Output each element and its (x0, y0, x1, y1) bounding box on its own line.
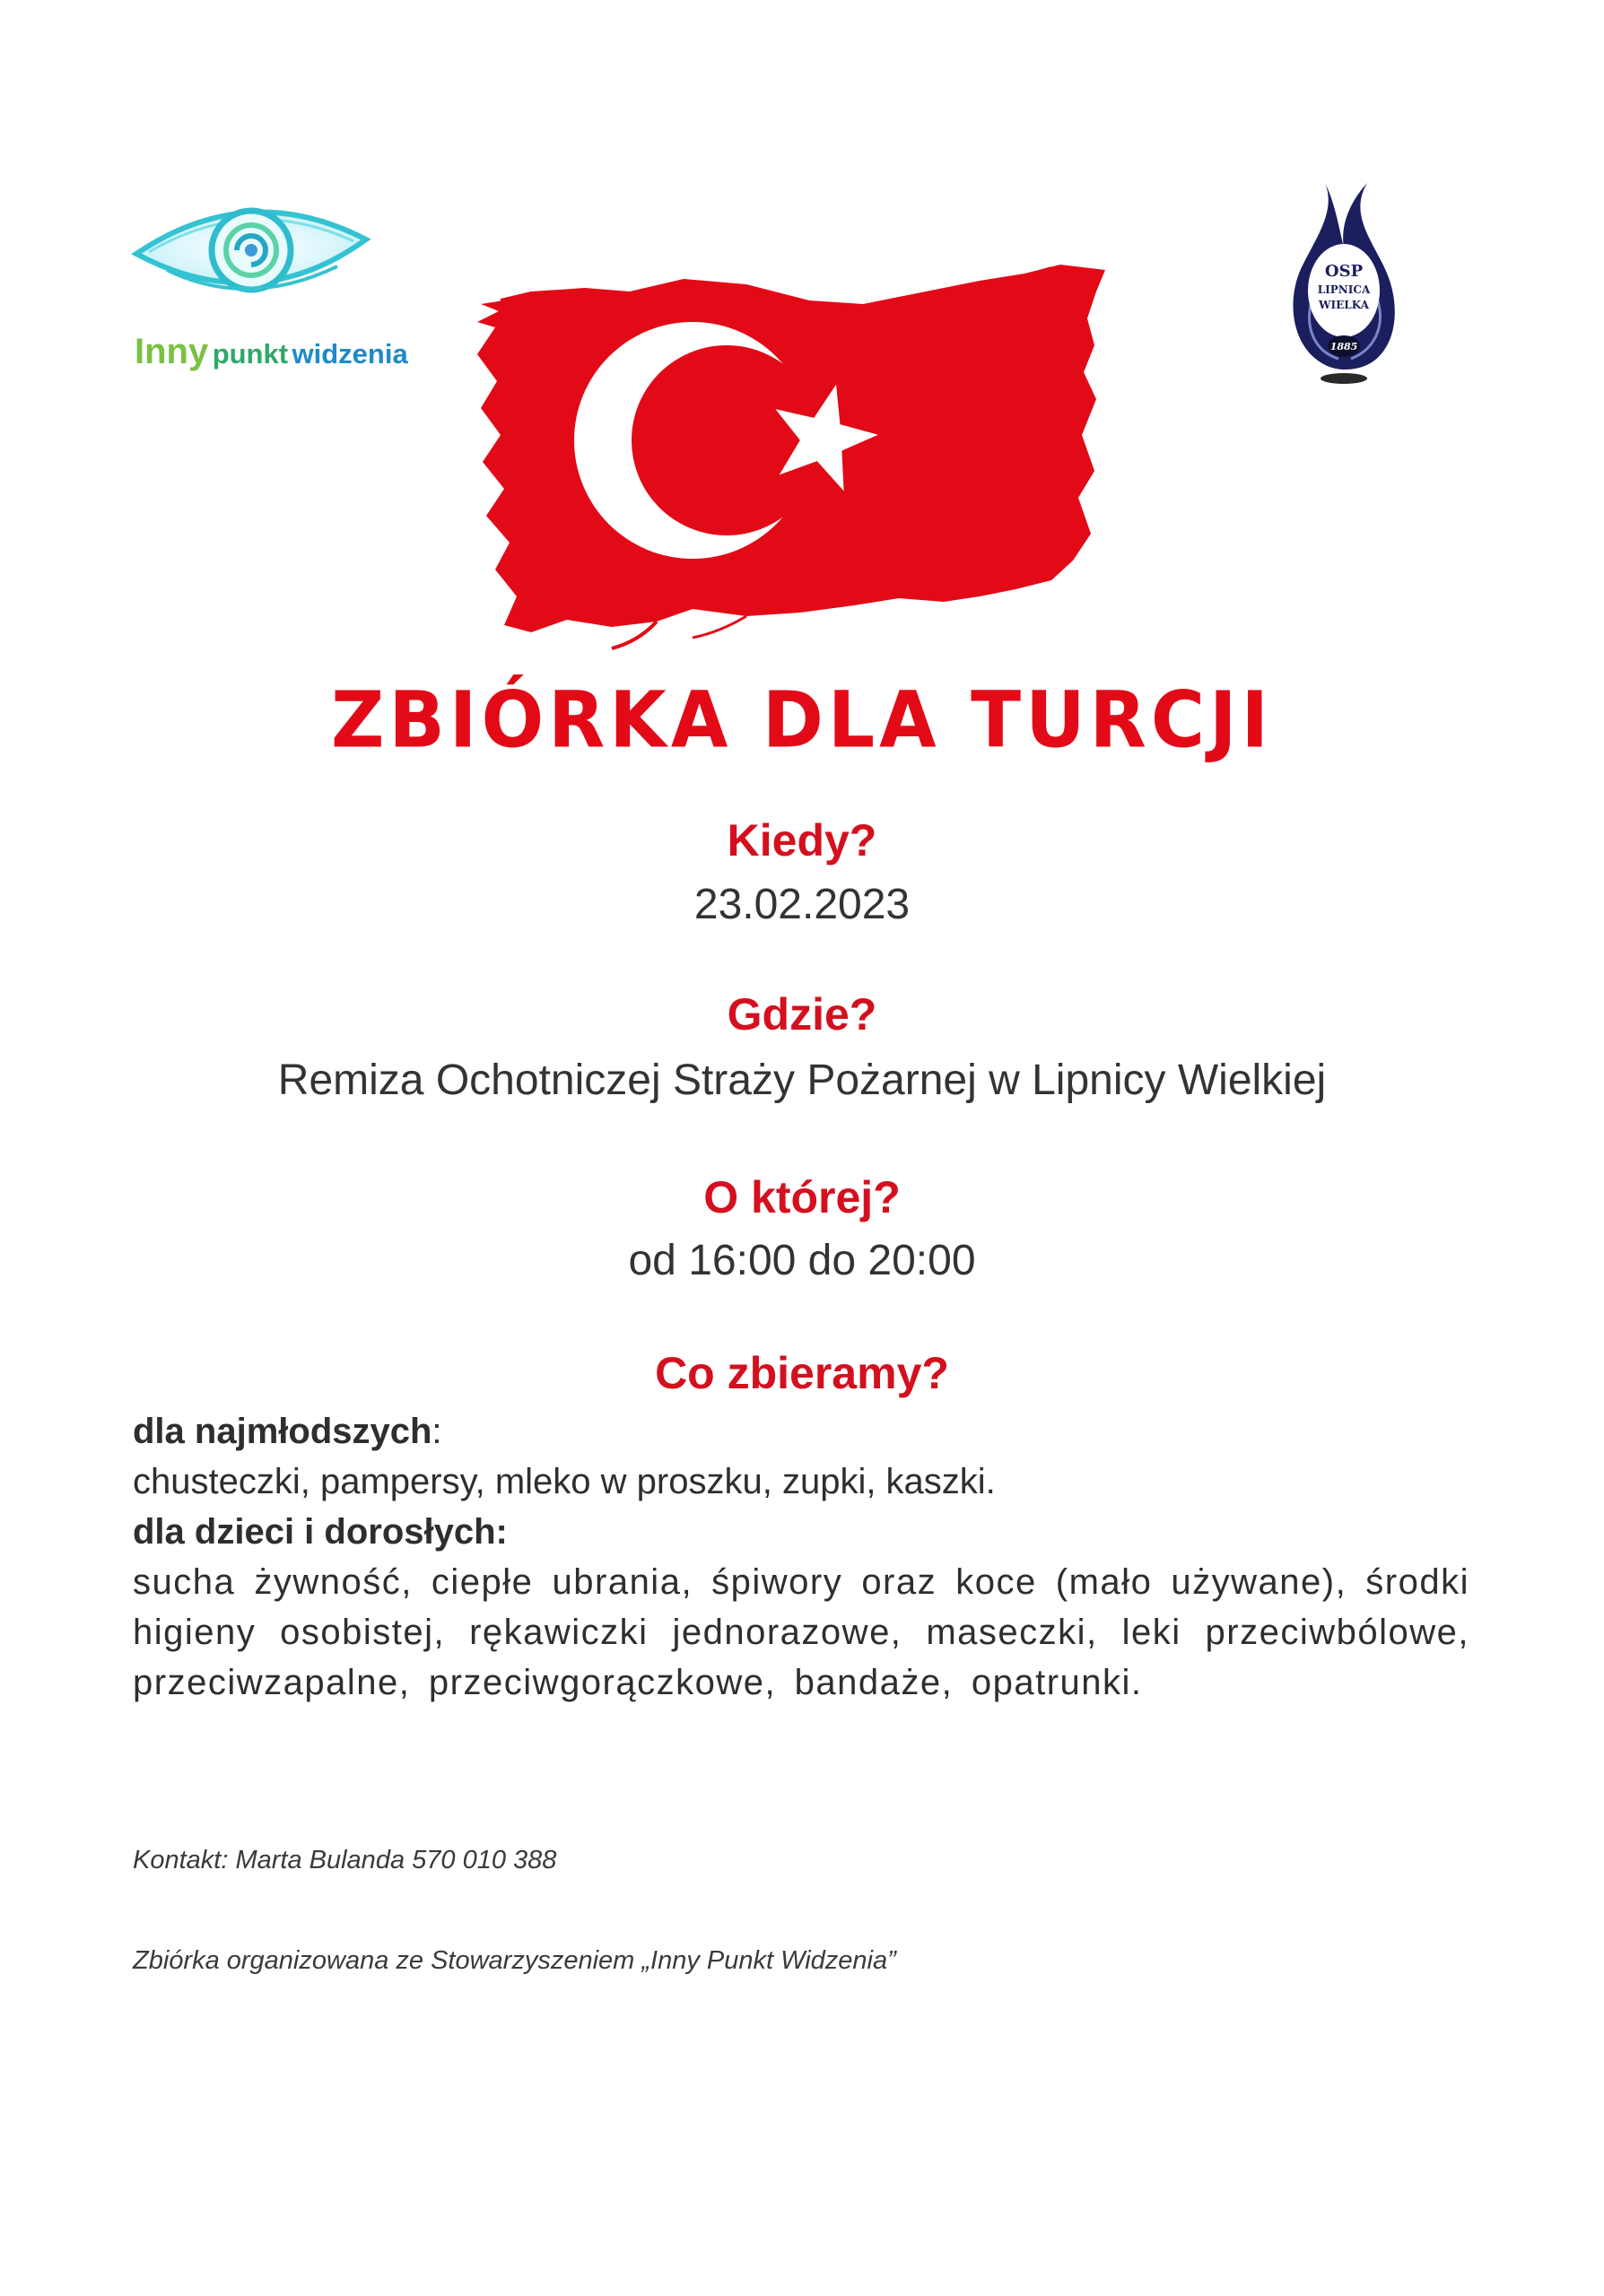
collect-label: Co zbieramy? (655, 1348, 949, 1398)
time-value: od 16:00 do 20:00 (628, 1237, 976, 1284)
eye-icon (131, 184, 373, 318)
contact-info: Kontakt: Marta Bulanda 570 010 388 (133, 1846, 557, 1874)
logo-year-text: 1885 (1329, 341, 1358, 352)
group1-heading (133, 1406, 1469, 1457)
logo-word-widzenia: widzenia (292, 338, 408, 370)
logo-lipnica-text: LIPNICA (1317, 283, 1371, 296)
group2-title: dla dzieci i dorosłych: (133, 1512, 508, 1552)
page-title: ZBIÓRKA DLA TURCJI (330, 675, 1274, 766)
when-value: 23.02.2023 (693, 881, 911, 928)
organizer-note: Zbiórka organizowana ze Stowarzyszeniem „Inny Punkt Widzenia” (133, 1946, 896, 1975)
where-value: Remiza Ochotniczej Straży Pożarnej w Lipnicy Wielkiej (277, 1057, 1327, 1104)
group1-colon: : (432, 1412, 442, 1451)
logo-word-inny: Inny (135, 332, 209, 371)
group1-items: chusteczki, pampersy, mleko w proszku, zupki, kaszki. (133, 1462, 996, 1501)
time-label: O której? (703, 1172, 901, 1222)
where-label: Gdzie? (727, 989, 877, 1039)
inny-punkt-widzenia-logo (126, 184, 449, 390)
turkish-flag-image (477, 265, 1109, 650)
logo-osp-text: OSP (1324, 262, 1364, 281)
when-label: Kiedy? (727, 815, 877, 865)
collect-list (133, 1406, 1469, 1708)
logo-wielka-text: WIELKA (1319, 299, 1369, 311)
group1-title: dla najmłodszych (133, 1412, 432, 1451)
logo-word-punkt: punkt (212, 338, 289, 370)
osp-lipnica-wielka-logo (1285, 176, 1401, 391)
group2-items: sucha żywność, ciepłe ubrania, śpiwory oraz koce (mało używane), środki higieny osobistej, rękawiczki jednorazowe, maseczki, leki przeciwbólowe, przeciwzapalne, przeciwgorączkowe, bandaże, opatrunki. (133, 1562, 1469, 1702)
fire-drop-icon (1285, 176, 1401, 391)
logo-text (135, 332, 408, 372)
